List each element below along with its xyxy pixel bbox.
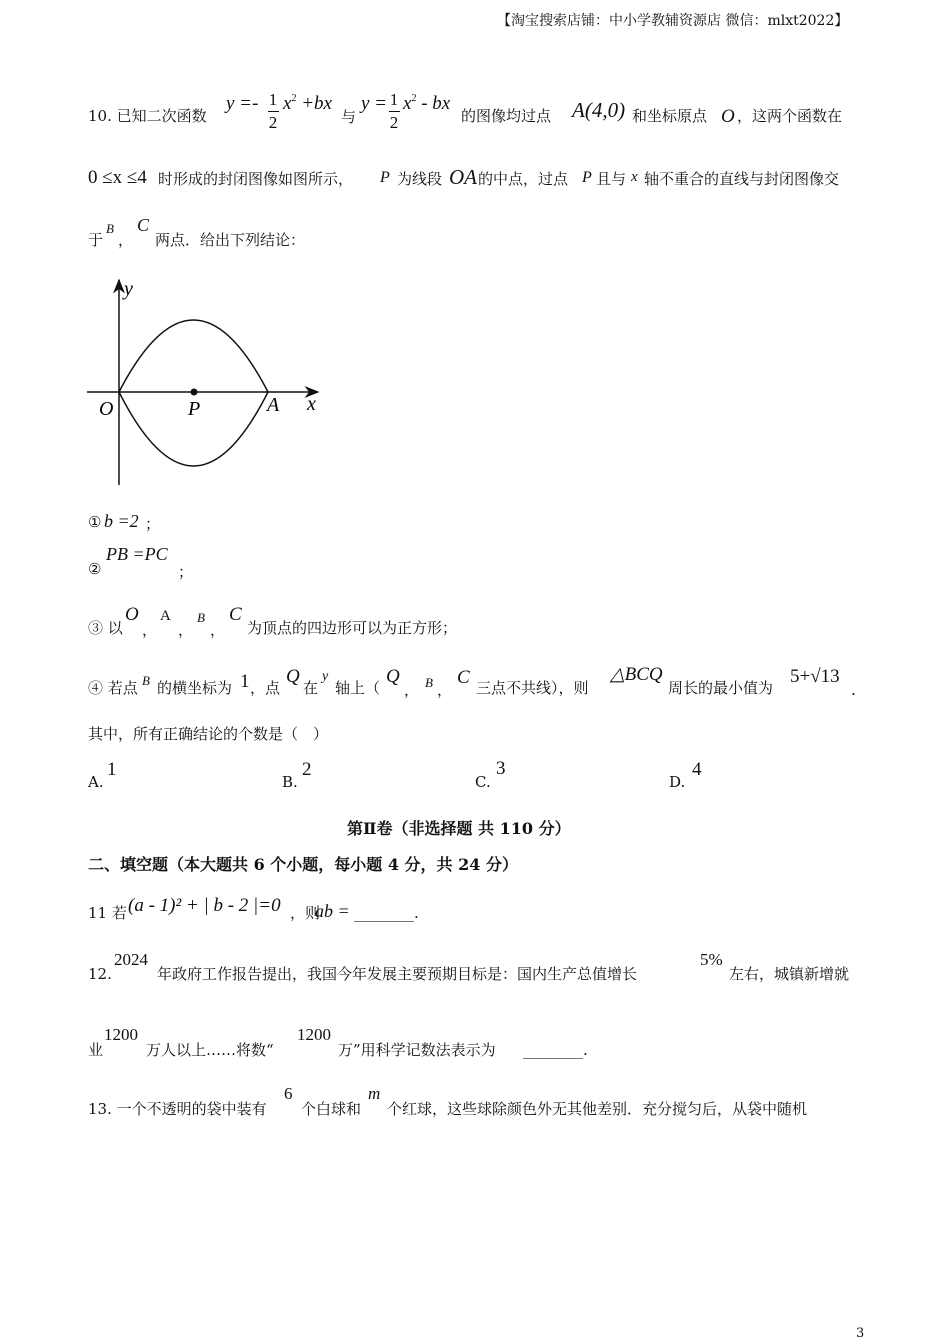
formula1-tail: +bx — [301, 93, 332, 114]
text: 和坐标原点 — [632, 107, 708, 125]
statement-1-mark: ① — [88, 513, 102, 531]
option-C-value[interactable]: 3 — [496, 758, 506, 779]
sup: 2 — [291, 93, 297, 104]
upper-parabola — [119, 320, 268, 392]
var-x: x — [283, 93, 292, 114]
text: 两点．给出下列结论： — [155, 231, 306, 249]
text: 轴上（ — [335, 679, 381, 697]
text: 且与 — [596, 170, 627, 188]
header-watermark: 【淘宝搜索店铺：中小学教辅资源店 微信：mlxt2022】 — [497, 13, 849, 29]
semicolon: ； — [145, 515, 161, 533]
label-P: P — [188, 398, 201, 420]
label-x: x — [307, 393, 316, 415]
text: 周长的最小值为 — [668, 679, 774, 697]
var-C: C — [137, 215, 150, 235]
sup: 2 — [411, 93, 417, 104]
label-A: A — [267, 394, 280, 416]
q13-num: 13. 一个不透明的袋中装有 — [88, 1100, 267, 1118]
year: 2024 — [114, 950, 148, 969]
number: 6 — [284, 1084, 293, 1103]
range: 0 ≤x ≤4 — [88, 167, 147, 188]
text: ，这两个函数在 — [737, 107, 843, 125]
section-2-title: 二、填空题（本大题共 6 个小题，每小题 4 分，共 24 分） — [88, 855, 518, 874]
var-OA: OA — [449, 165, 477, 189]
formula2: y = — [361, 93, 388, 114]
answer-blank[interactable]: ________. — [354, 904, 419, 922]
text: 在 — [303, 679, 319, 697]
var-O: O — [721, 106, 735, 127]
text: 个红球，这些球除颜色外无其他差别．充分搅匀后，从袋中随机 — [387, 1100, 808, 1118]
label-O: O — [99, 398, 114, 420]
point-A: A(4,0) — [572, 98, 626, 122]
text: 万”用科学记数法表示为 — [338, 1041, 496, 1059]
min-perimeter: 5+√13 — [790, 666, 840, 687]
text: 的中点，过点 — [478, 170, 569, 188]
option-B-value[interactable]: 2 — [302, 759, 312, 780]
period: . — [851, 681, 856, 699]
var-Q: Q — [386, 666, 400, 687]
text: 时形成的封闭图像如图所示， — [158, 170, 354, 188]
q11-expression: (a - 1)² + | b - 2 |=0 — [128, 895, 281, 916]
text: 为线段 — [397, 170, 443, 188]
var-P: P — [380, 169, 390, 186]
text: 轴不重合的直线与封闭图像交 — [644, 170, 840, 188]
text: 左右，城镇新增就 — [729, 965, 850, 983]
option-A-label[interactable]: A. — [88, 773, 104, 791]
var-Q: Q — [286, 666, 300, 687]
var-B: B — [106, 221, 114, 236]
text: 万人以上……将数“ — [146, 1041, 274, 1059]
option-D-label[interactable]: D. — [669, 773, 686, 791]
text: 年政府工作报告提出，我国今年发展主要预期目标是：国内生产总值增长 — [157, 965, 638, 983]
statement-2-mark: ② — [88, 560, 102, 578]
percent: 5% — [700, 950, 723, 969]
var-P: P — [582, 169, 592, 186]
var-y: y — [322, 669, 329, 684]
value-1: 1 — [240, 671, 250, 692]
q11-num: 11 若 — [88, 904, 127, 922]
statement-2: PB =PC — [106, 544, 168, 564]
option-A-value[interactable]: 1 — [107, 759, 117, 780]
question-prompt: 其中，所有正确结论的个数是（ ） — [88, 725, 329, 743]
frac-den: 2 — [389, 113, 399, 132]
text: 三点不共线），则 — [476, 679, 589, 697]
option-C-label[interactable]: C. — [475, 773, 491, 791]
semicolon: ； — [178, 563, 194, 581]
q10-intro: 10. 已知二次函数 — [88, 107, 207, 125]
comma: ， — [118, 231, 134, 249]
var-x: x — [403, 93, 412, 114]
document-page: 【淘宝搜索店铺：中小学教辅资源店 微信：mlxt2022】 10. 已知二次函数 y =- 1 2 $x^2 +bx$ 与 y = 1 2 $x^2$ - bx 的图像均过点 A(4,0) 和坐标原点 O ，这两个函数在 0 ≤x ≤4 时形成的封闭图像如图所示， P 为线段 OA 的中点，过点 P 且与 x 轴不重合的直线与封闭图像交 于 B ， C 两点．给出下列结论： y O P A x ① b =2 ； ② PB =PC ； ③ 以 O ， A ， B ， C 为顶点的四边形可以为正方形； ④ 若点 B 的横坐标为 1 ，点 Q 在 y 轴上（ Q ， B ， C 三点不共线），则 △BCQ 周长的最小值为 5+√13 . 其中，所有正确结论的个数是（ ） A. 1 B. 2 C. 3 D. 4 第Ⅱ卷（非选择题 共 110 分） 二、填空题（本大题共 6 个小题，每小题 4 分，共 24 分） 11 若 (a - 1)² + | b - 2 |=0 ，则 ab = ________. 12. 2024 年政府工作报告提出，我国今年发展主要预期目标是：国内生产总值增长 5% 左右，城镇新增就 业 1200 万人以上……将数“ 1200 万”用科学记数法表示为 ________. 13. 一个不透明的袋中装有 6 个白球和 m 个红球，这些球除颜色外无其他差别．充分搅匀后，从袋中随机 3 — [0, 0, 950, 1344]
var-B: B — [142, 673, 150, 688]
label-y: y — [124, 278, 133, 300]
var-m: m — [368, 1084, 381, 1103]
text: ，则 — [290, 904, 321, 922]
statement-3: 为顶点的四边形可以为正方形； — [247, 619, 458, 637]
frac-num: 1 — [389, 90, 399, 109]
ab: ab = — [315, 901, 350, 921]
option-D-value[interactable]: 4 — [692, 759, 702, 780]
q12-num: 12. — [88, 965, 112, 983]
parabola-graph — [0, 0, 950, 500]
point-P-dot — [191, 389, 198, 396]
number: 1200 — [297, 1025, 331, 1044]
text: 于 — [88, 231, 104, 249]
var-x: x — [631, 169, 638, 185]
var-C: C — [229, 604, 242, 625]
text: 业 — [88, 1041, 104, 1059]
text-with: 与 — [341, 108, 357, 126]
var-B: B — [197, 610, 205, 625]
var-C: C — [457, 667, 470, 688]
text: 的图像均过点 — [461, 107, 552, 125]
text: ，点 — [250, 679, 281, 697]
var-A: A — [160, 608, 171, 624]
number: 1200 — [104, 1025, 138, 1044]
formula2-tail: - bx — [421, 93, 451, 114]
statement-4-mark: ④ 若点 — [88, 679, 138, 697]
answer-blank[interactable]: ________. — [523, 1041, 588, 1059]
frac-num: 1 — [268, 90, 278, 109]
var-B: B — [425, 675, 433, 690]
var-O: O — [125, 604, 139, 625]
page-number: 3 — [856, 1326, 865, 1341]
frac-den: 2 — [268, 113, 278, 132]
option-B-label[interactable]: B. — [282, 773, 298, 791]
text: 个白球和 — [301, 1100, 362, 1118]
formula1: y =- — [226, 93, 259, 114]
text: 的横坐标为 — [157, 679, 233, 697]
part-2-title: 第Ⅱ卷（非选择题 共 110 分） — [347, 819, 571, 838]
statement-3-mark: ③ 以 — [88, 619, 123, 637]
triangle-BCQ: △BCQ — [610, 664, 663, 685]
statement-1: b =2 — [104, 511, 139, 531]
